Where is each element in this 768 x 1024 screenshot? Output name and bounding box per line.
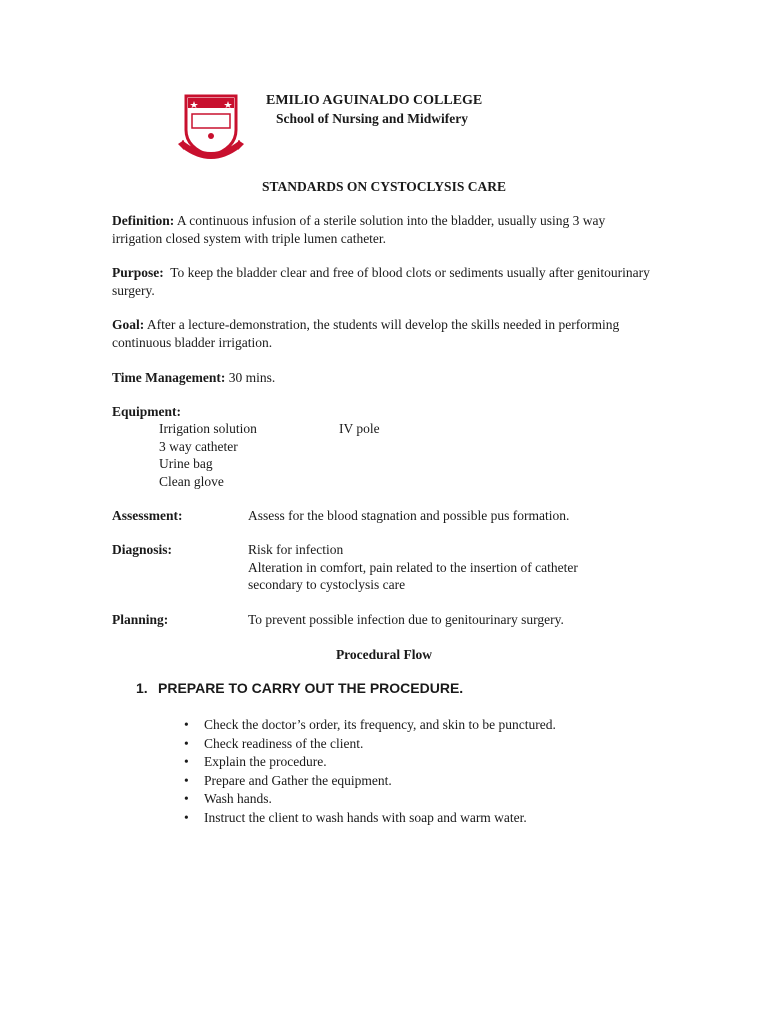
list-item: • Check the doctor’s order, its frequency, and skin to be punctured. [184,716,556,735]
goal-text: After a lecture-demonstration, the students will develop the skills needed in performing continuous bladder irrigation. [112,317,620,350]
diagnosis-line: Risk for infection [248,542,344,557]
college-seal-logo [178,90,244,162]
document-title: STANDARDS ON CYSTOCLYSIS CARE [262,179,506,194]
equipment-item: 3 way catheter [159,438,238,454]
equipment-item-iv-pole: IV pole [339,421,380,436]
planning-text: To prevent possible infection due to genitourinary surgery. [248,612,564,627]
purpose-label: Purpose: [112,265,164,280]
purpose-section [112,264,652,299]
list-item: • Instruct the client to wash hands with soap and warm water. [184,809,556,828]
step-number: 1. [136,680,148,696]
procedural-flow-title: Procedural Flow [335,647,433,662]
equipment-label: Equipment: [112,404,182,419]
equipment-item: Irrigation solution [159,421,257,436]
list-item: • Check readiness of the client. [184,735,556,754]
goal-section [112,316,652,351]
definition-label: Definition: [112,213,175,228]
list-item: • Explain the procedure. [184,753,556,772]
time-management-section [112,369,652,387]
equipment-heading [112,403,652,421]
goal-label: Goal: [112,317,145,332]
procedure-step-1-bullets [184,716,556,827]
equipment-list [159,420,257,490]
assessment-label: Assessment: [112,508,183,523]
diagnosis-values [248,541,668,594]
purpose-text: To keep the bladder clear and free of blood clots or sediments usually after genitourinary surgery. [112,265,654,298]
definition-section [112,212,652,247]
diagnosis-label: Diagnosis: [112,542,173,557]
assessment-text: Assess for the blood stagnation and possible pus formation. [248,508,570,523]
college-name: EMILIO AGUINALDO COLLEGE [266,93,483,108]
equipment-item: Urine bag [159,456,213,471]
time-management-label: Time Management: [112,370,226,385]
time-management-text: 30 mins. [225,370,276,385]
school-name: School of Nursing and Midwifery [276,111,469,126]
list-item: • Prepare and Gather the equipment. [184,772,556,791]
definition-text: A continuous infusion of a sterile solution into the bladder, usually using 3 way irrigation closed system with triple lumen catheter. [112,213,606,246]
diagnosis-line: Alteration in comfort, pain related to the insertion of catheter secondary to cystoclysis care [248,559,578,592]
procedure-step-1 [136,680,463,698]
step-title: PREPARE TO CARRY OUT THE PROCEDURE. [158,680,464,696]
equipment-item: Clean glove [159,473,224,489]
planning-label: Planning: [112,612,169,627]
list-item: • Wash hands. [184,790,556,809]
